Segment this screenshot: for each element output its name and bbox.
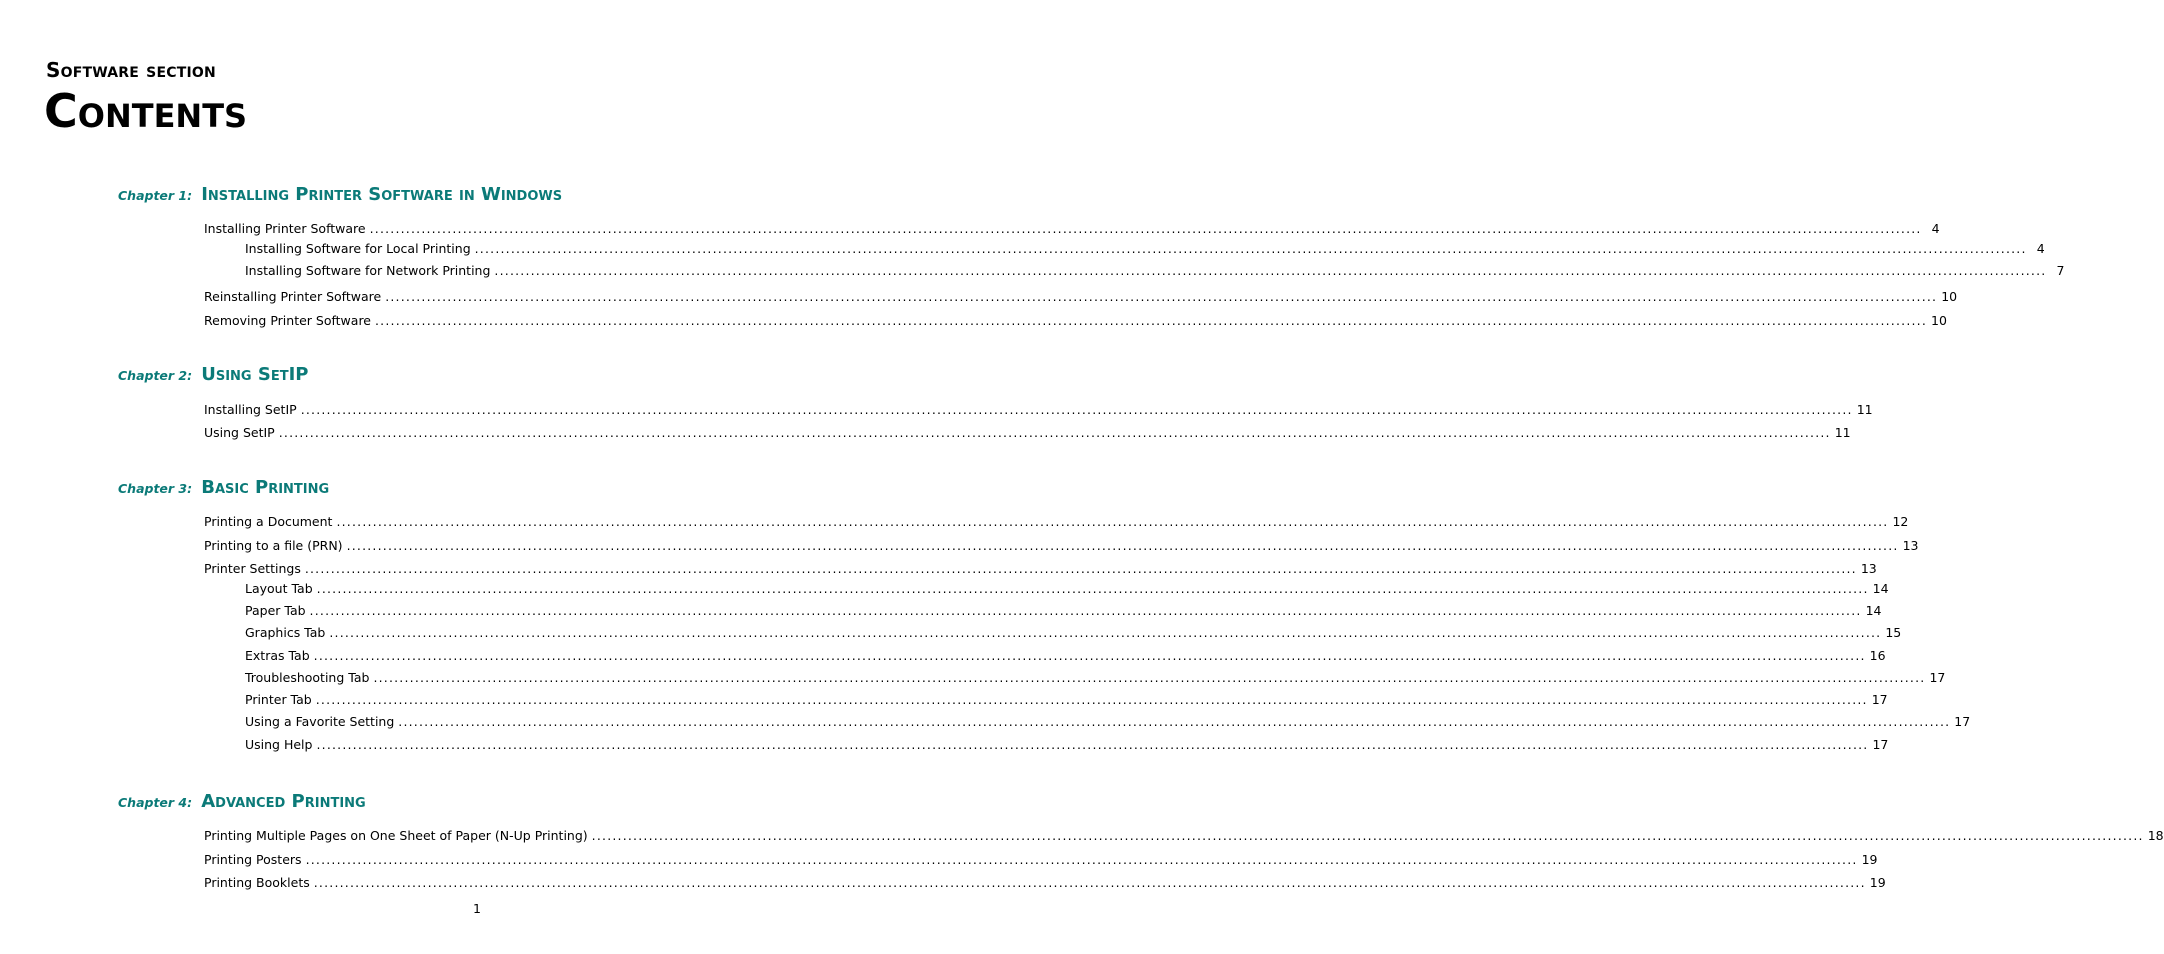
toc-entry[interactable] — [204, 828, 2164, 844]
dot-leader: ............................................................................................................................................................................................................................................................................................................ — [315, 692, 1868, 707]
dot-leader: ............................................................................................................................................................................................................................................................................................................ — [591, 828, 2144, 843]
dot-leader: ............................................................................................................................................................................................................................................................................................................ — [278, 425, 1831, 440]
toc-entry-text: Printer Settings — [204, 561, 301, 576]
dot-leader: ............................................................................................................................................................................................................................................................................................................ — [474, 241, 2027, 256]
toc-entry-text: Installing Software for Network Printing — [245, 263, 491, 278]
toc-entry-text: Reinstalling Printer Software — [204, 289, 382, 304]
chapter-4-heading — [118, 791, 366, 812]
contents-title: Contents — [44, 84, 248, 138]
chapter-label: Chapter 1: — [118, 188, 193, 203]
toc-entry[interactable] — [245, 714, 1971, 730]
dot-leader: ............................................................................................................................................................................................................................................................................................................ — [375, 313, 1928, 328]
chapter-2-heading — [118, 364, 308, 385]
toc-entry-text: Using a Favorite Setting — [245, 714, 395, 729]
toc-entry-text: Using SetIP — [204, 425, 275, 440]
chapter-label: Chapter 3: — [118, 481, 193, 496]
dot-leader: ............................................................................................................................................................................................................................................................................................................ — [304, 561, 1857, 576]
dot-leader: ............................................................................................................................................................................................................................................................................................................ — [313, 648, 1866, 663]
dot-leader: ............................................................................................................................................................................................................................................................................................................ — [494, 263, 2047, 278]
toc-entry-page: 14 — [1872, 581, 1889, 596]
chapter-1-heading — [118, 184, 562, 205]
dot-leader: ............................................................................................................................................................................................................................................................................................................ — [398, 714, 1951, 729]
dot-leader: ............................................................................................................................................................................................................................................................................................................ — [369, 221, 1922, 236]
chapter-title: Advanced Printing — [201, 791, 366, 812]
toc-entry[interactable] — [204, 313, 1947, 329]
toc-entry-text: Printing to a file (PRN) — [204, 538, 343, 553]
toc-entry-text: Printing a Document — [204, 514, 333, 529]
toc-entry-page: 7 — [2056, 263, 2065, 278]
toc-entry-page: 17 — [1871, 692, 1888, 707]
toc-entry-page: 4 — [1931, 221, 1940, 236]
dot-leader: ............................................................................................................................................................................................................................................................................................................ — [313, 875, 1866, 890]
toc-entry-page: 11 — [1856, 402, 1873, 417]
toc-entry[interactable] — [204, 221, 1940, 237]
toc-entry[interactable] — [245, 692, 1888, 708]
toc-entry-page: 10 — [1941, 289, 1958, 304]
toc-entry[interactable] — [245, 581, 1889, 597]
dot-leader: ............................................................................................................................................................................................................................................................................................................ — [385, 289, 1938, 304]
toc-entry[interactable] — [245, 648, 1886, 664]
toc-entry-page: 10 — [1931, 313, 1947, 328]
toc-entry-page: 14 — [1865, 603, 1882, 618]
toc-entry[interactable] — [204, 425, 1851, 441]
chapter-title: Installing Printer Software in Windows — [201, 184, 563, 205]
toc-entry-page: 17 — [1872, 737, 1889, 752]
dot-leader: ............................................................................................................................................................................................................................................................................................................ — [346, 538, 1899, 553]
toc-entry[interactable] — [204, 561, 1877, 577]
toc-entry[interactable] — [245, 737, 1889, 753]
toc-entry-page: 12 — [1892, 514, 1909, 529]
toc-entry-text: Troubleshooting Tab — [245, 670, 370, 685]
dot-leader: ............................................................................................................................................................................................................................................................................................................ — [300, 402, 1853, 417]
toc-entry-text: Removing Printer Software — [204, 313, 371, 328]
toc-entry-text: Using Help — [245, 737, 313, 752]
toc-entry-text: Graphics Tab — [245, 625, 326, 640]
toc-entry[interactable] — [204, 538, 1919, 554]
dot-leader: ............................................................................................................................................................................................................................................................................................................ — [316, 737, 1869, 752]
chapter-label: Chapter 2: — [118, 368, 193, 383]
toc-entry[interactable] — [204, 402, 1873, 418]
toc-entry-page: 13 — [1902, 538, 1919, 553]
chapter-title: Basic Printing — [201, 477, 330, 498]
toc-entry[interactable] — [204, 852, 1878, 868]
toc-entry-page: 13 — [1860, 561, 1877, 576]
toc-entry-text: Installing SetIP — [204, 402, 297, 417]
toc-entry[interactable] — [245, 263, 2065, 279]
toc-entry[interactable] — [245, 241, 2045, 257]
toc-entry[interactable] — [204, 875, 1886, 891]
dot-leader: ............................................................................................................................................................................................................................................................................................................ — [309, 603, 1862, 618]
toc-entry-page: 16 — [1869, 648, 1886, 663]
toc-entry-text: Installing Software for Local Printing — [245, 241, 471, 256]
toc-entry-text: Paper Tab — [245, 603, 306, 618]
toc-entry-text: Installing Printer Software — [204, 221, 366, 236]
chapter-label: Chapter 4: — [118, 795, 193, 810]
toc-entry-text: Printer Tab — [245, 692, 312, 707]
toc-entry-page: 4 — [2036, 241, 2045, 256]
toc-entry[interactable] — [204, 514, 1909, 530]
toc-entry-page: 18 — [2147, 828, 2164, 843]
toc-entry-text: Printing Posters — [204, 852, 302, 867]
toc-entry[interactable] — [245, 670, 1946, 686]
toc-entry-page: 15 — [1885, 625, 1902, 640]
toc-entry-page: 11 — [1834, 425, 1851, 440]
dot-leader: ............................................................................................................................................................................................................................................................................................................ — [373, 670, 1926, 685]
dot-leader: ............................................................................................................................................................................................................................................................................................................ — [329, 625, 1882, 640]
dot-leader: ............................................................................................................................................................................................................................................................................................................ — [336, 514, 1889, 529]
toc-entry-text: Printing Booklets — [204, 875, 310, 890]
section-title: Software section — [46, 58, 216, 82]
page-number: 1 — [473, 901, 481, 916]
toc-entry-page: 17 — [1954, 714, 1971, 729]
toc-entry[interactable] — [204, 289, 1958, 305]
chapter-title: Using SetIP — [201, 364, 309, 385]
toc-entry-page: 19 — [1869, 875, 1886, 890]
toc-entry-page: 19 — [1861, 852, 1878, 867]
toc-entry-text: Extras Tab — [245, 648, 310, 663]
chapter-3-heading — [118, 477, 329, 498]
dot-leader: ............................................................................................................................................................................................................................................................................................................ — [316, 581, 1869, 596]
dot-leader: ............................................................................................................................................................................................................................................................................................................ — [305, 852, 1858, 867]
toc-entry-text: Layout Tab — [245, 581, 313, 596]
toc-entry-page: 17 — [1929, 670, 1946, 685]
toc-entry[interactable] — [245, 625, 1902, 641]
toc-entry[interactable] — [245, 603, 1882, 619]
toc-entry-text: Printing Multiple Pages on One Sheet of Paper (N-Up Printing) — [204, 828, 588, 843]
